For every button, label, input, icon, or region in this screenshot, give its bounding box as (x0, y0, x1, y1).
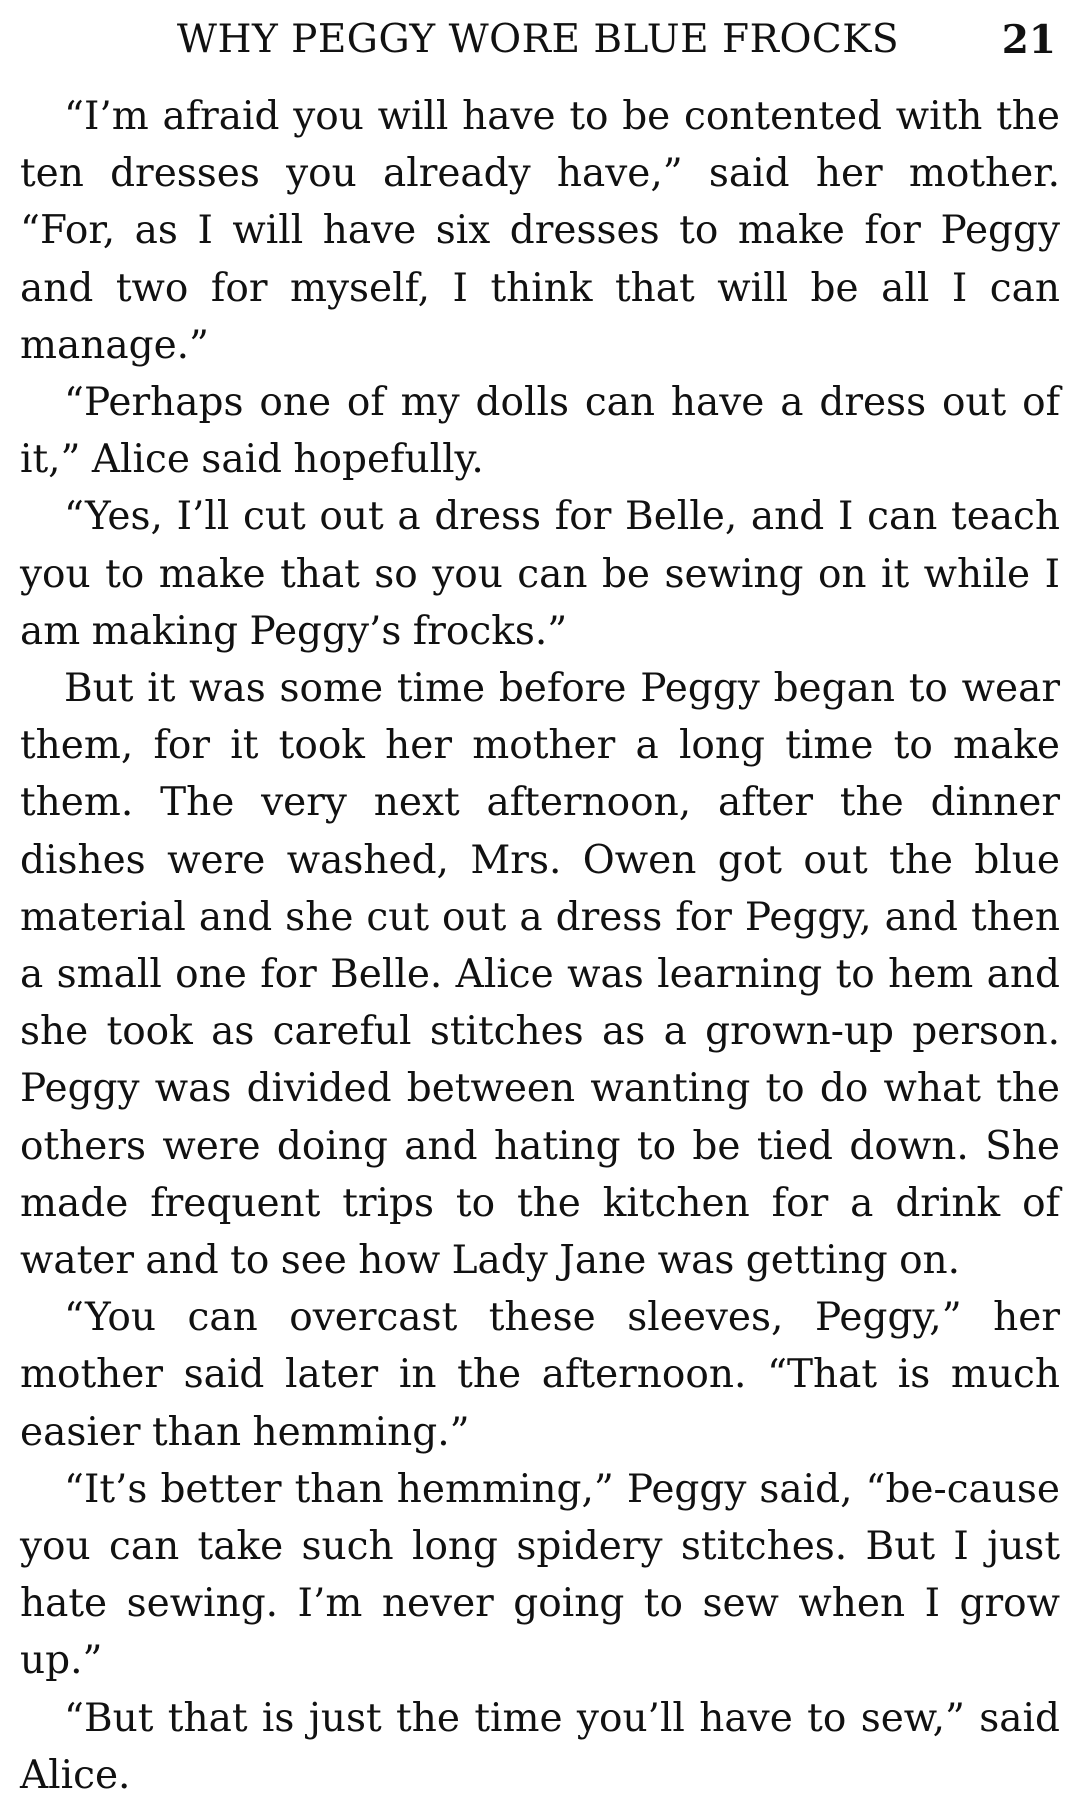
paragraph-3: “Yes, I’ll cut out a dress for Belle, and I can teach you to make that so you can be sewing on it while I am making Peggy’s frocks.” (20, 494, 1060, 654)
paragraph-4: But it was some time before Peggy began to wear them, for it took her mother a long time to make them. The very next afternoon, after the dinner dishes were washed, Mrs. Owen got out the blue material and she cut out a dress for Peggy, and then a small one for Belle. Alice was learning to hem and she took as careful stitches as a grown-up person. Peggy was divided between wanting to do what the others were doing and hating to be tied down. She made frequent trips to the kitchen for a drink of water and to see how Lady Jane was getting on. (20, 666, 1060, 1284)
paragraph-5: “You can overcast these sleeves, Peggy,” her mother said later in the afternoon. “That is much easier than hemming.” (20, 1295, 1060, 1455)
paragraph-6: “It’s better than hemming,” Peggy said, “be-cause you can take such long spidery stitches. But I just hate sewing. I’m never going to sew when I grow up.” (20, 1466, 1060, 1684)
running-title: WHY PEGGY WORE BLUE FROCKS (176, 17, 900, 62)
paragraph-1: “I’m afraid you will have to be contented with the ten dresses you already have,” said her mother. “For, as I will have six dresses to make for Peggy and two for myself, I think that will be all I can manage.” (20, 94, 1060, 368)
paragraph-2: “Perhaps one of my dolls can have a dress out of it,” Alice said hopefully. (20, 380, 1060, 483)
body-text (20, 88, 1060, 1804)
page-number: 21 (1001, 17, 1056, 63)
paragraph-7: “But that is just the time you’ll have to sew,” said Alice. (20, 1695, 1060, 1798)
running-head (20, 14, 1056, 66)
